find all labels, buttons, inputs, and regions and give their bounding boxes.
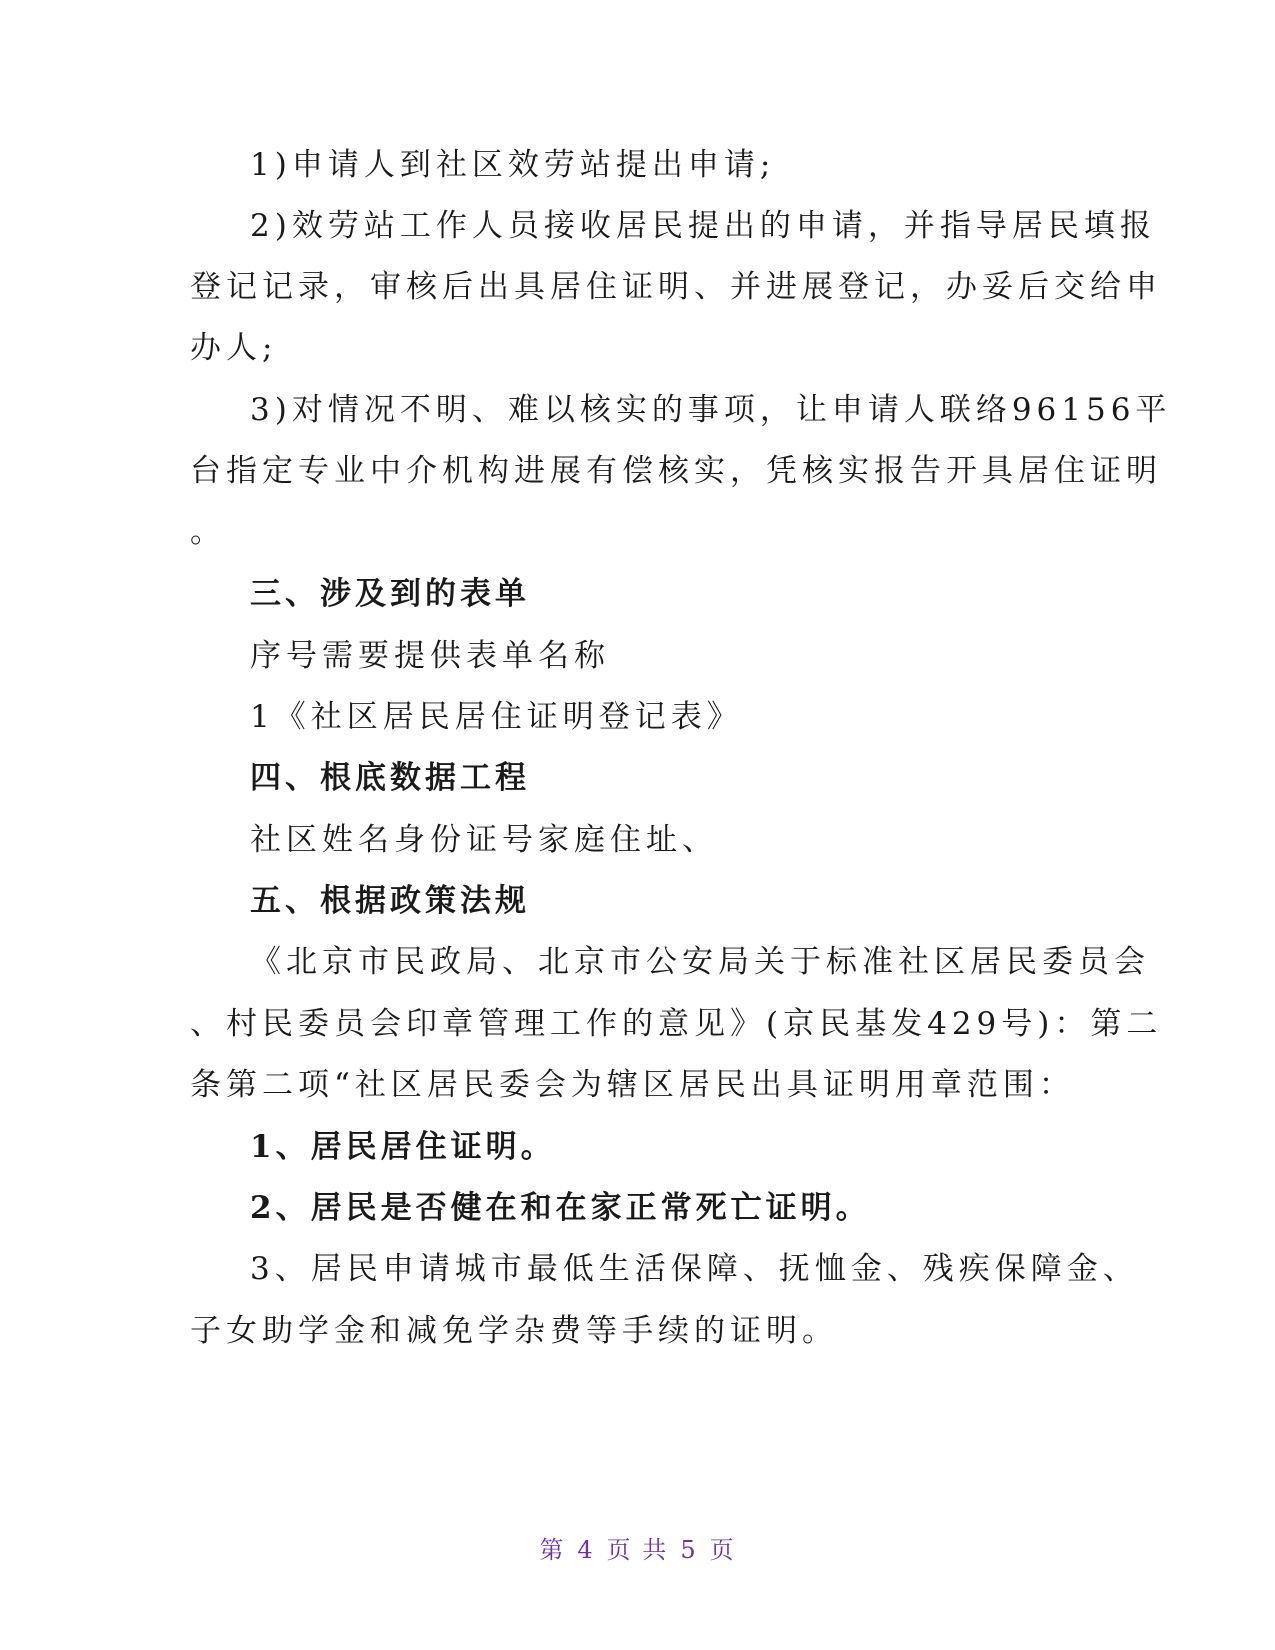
procedure-step-2: 2)效劳站工作人员接收居民提出的申请，并指导居民填报 (250, 208, 1156, 244)
footer-middle: 页 共 (606, 1536, 669, 1564)
footer-suffix: 页 (709, 1536, 736, 1564)
policy-item-1: 1、居民居住证明。 (250, 1129, 556, 1165)
section-4-heading: 四、根底数据工程 (250, 760, 530, 796)
procedure-step-2-end: 办人; (190, 330, 278, 366)
footer-total-pages: 5 (680, 1536, 698, 1564)
procedure-step-1: 1)申请人到社区效劳站提出申请; (250, 147, 776, 183)
procedure-step-2-cont: 登记记录，审核后出具居住证明、并进展登记，办妥后交给申 (190, 269, 1162, 305)
policy-citation-end: 条第二项“社区居民委会为辖区居民出具证明用章范围： (190, 1067, 1075, 1103)
policy-item-2: 2、居民是否健在和在家正常死亡证明。 (250, 1190, 871, 1226)
policy-citation: 《北京市民政局、北京市公安局关于标准社区居民委员会 (250, 944, 1150, 980)
policy-item-3-cont: 子女助学金和减免学杂费等手续的证明。 (190, 1313, 838, 1349)
footer-prefix: 第 (539, 1536, 566, 1564)
policy-item-3: 3、居民申请城市最低生活保障、抚恤金、残疾保障金、 (250, 1251, 1139, 1287)
forms-table-row: 1《社区居民居住证明登记表》 (250, 699, 743, 735)
footer-current-page: 4 (577, 1536, 595, 1564)
forms-table-header: 序号需要提供表单名称 (250, 638, 610, 674)
base-data-fields: 社区姓名身份证号家庭住址、 (250, 822, 718, 858)
policy-citation-cont: 、村民委员会印章管理工作的意见》(京民基发429号)：第二 (190, 1006, 1163, 1042)
procedure-step-3-end: 。 (190, 514, 226, 550)
procedure-step-3-cont: 台指定专业中介机构进展有偿核实，凭核实报告开具居住证明 (190, 453, 1162, 489)
section-5-heading: 五、根据政策法规 (250, 883, 530, 919)
section-3-heading: 三、涉及到的表单 (250, 576, 530, 612)
page-footer (0, 1535, 1275, 1565)
procedure-step-3: 3)对情况不明、难以核实的事项，让申请人联络96156平 (250, 392, 1172, 428)
